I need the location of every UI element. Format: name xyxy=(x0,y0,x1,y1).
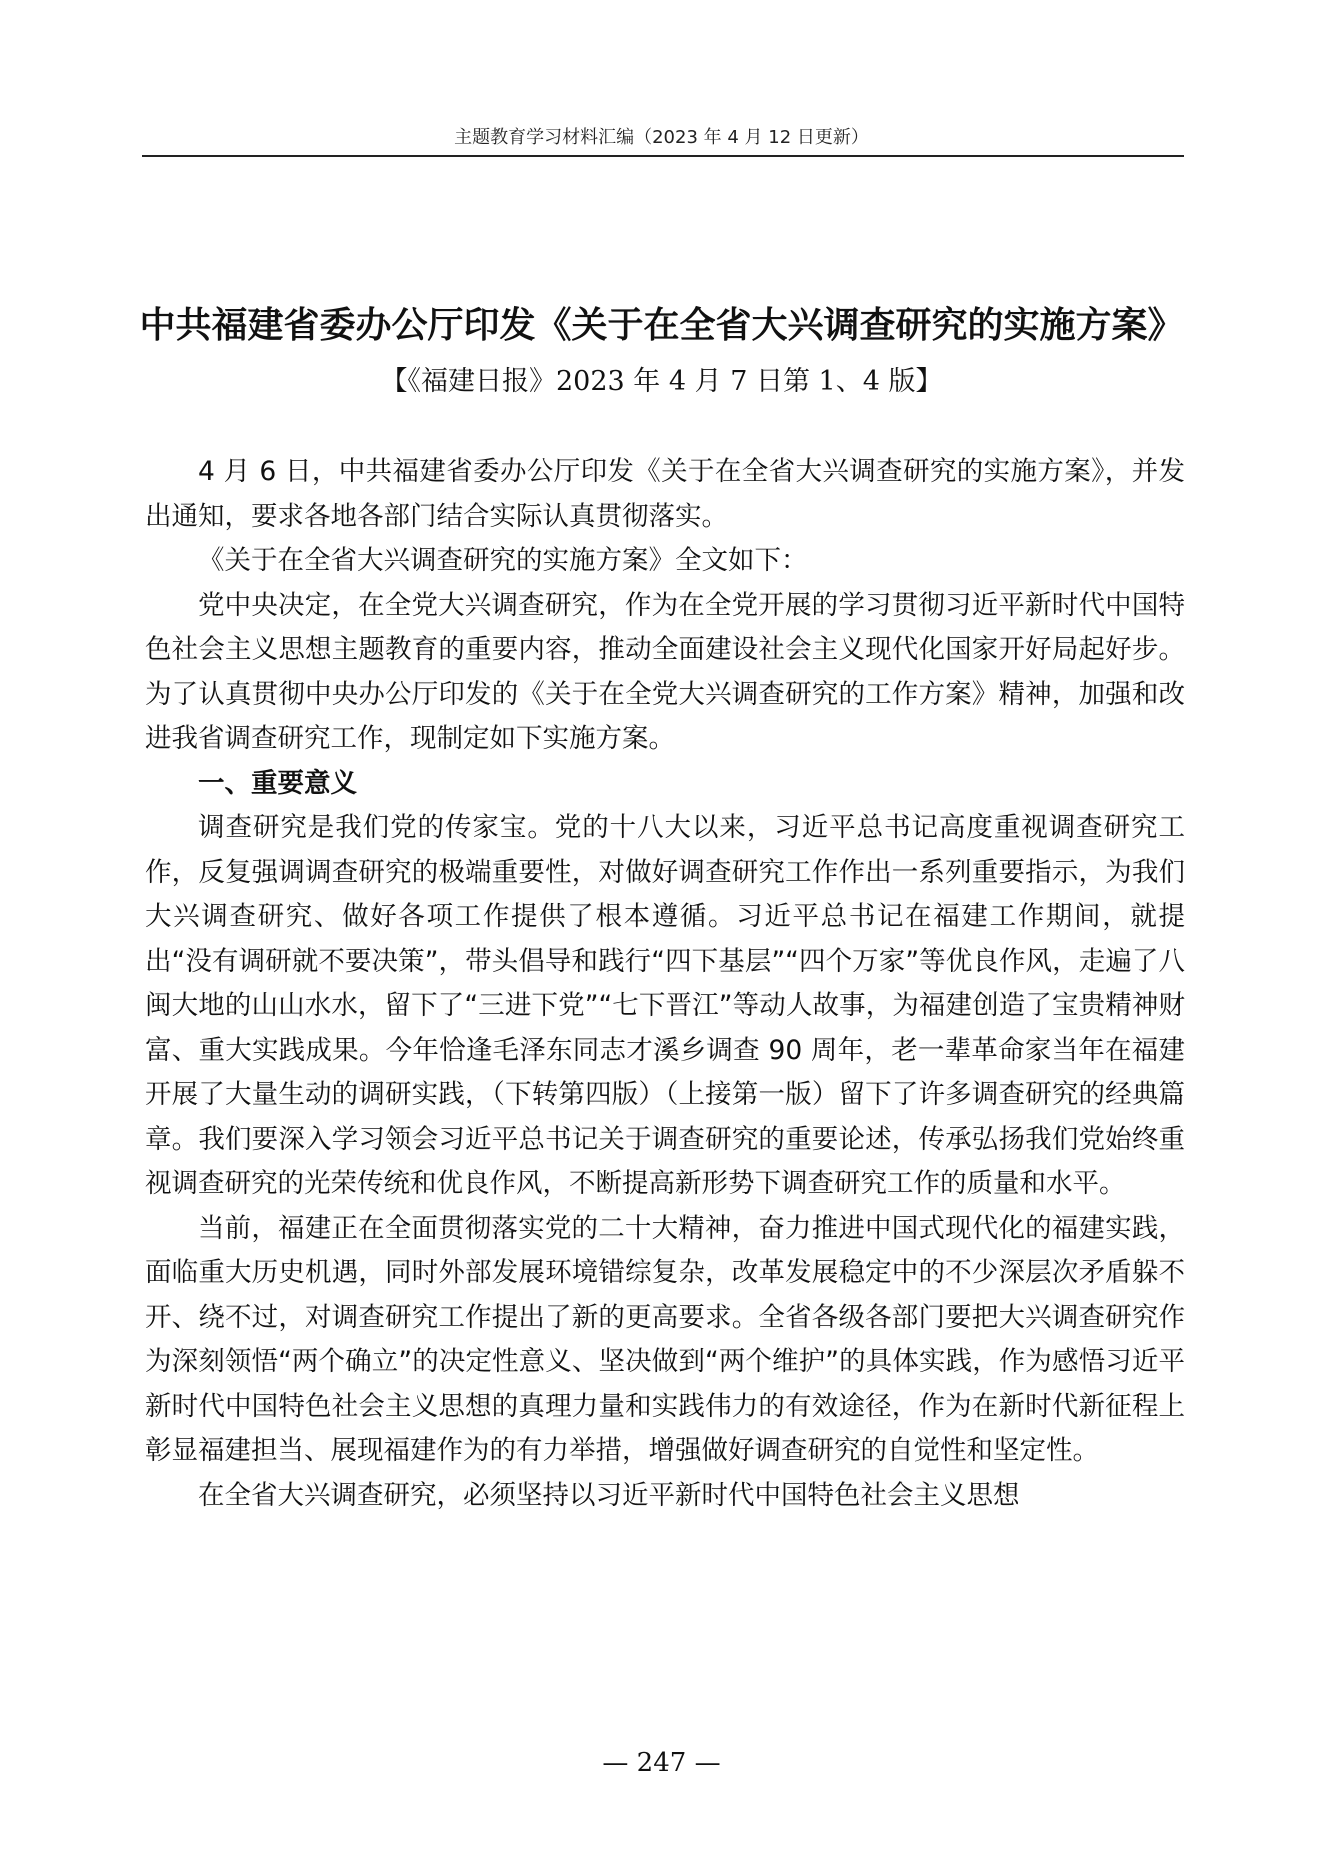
paragraph-importance-1: 调查研究是我们党的传家宝。党的十八大以来，习近平总书记高度重视调查研究工作，反复强调调查研究的极端重要性，对做好调查研究工作作出一系列重要指示，为我们大兴调查研究、做好各项工作提供了根本遵循。习近平总书记在福建工作期间，就提出“没有调研就不要决策”，带头倡导和践行“四下基层”“四个万家”等优良作风，走遍了八闽大地的山山水水，留下了“三进下党”“七下晋江”等动人故事，为福建创造了宝贵精神财富、重大实践成果。今年恰逢毛泽东同志才溪乡调查 90 周年，老一辈革命家当年在福建开展了大量生动的调研实践，（下转第四版）（上接第一版）留下了许多调查研究的经典篇章。我们要深入学习领会习近平总书记关于调查研究的重要论述，传承弘扬我们党始终重视调查研究的光荣传统和优良作风，不断提高新形势下调查研究工作的质量和水平。 xyxy=(145,812,1185,1199)
page-number: — 247 — xyxy=(602,1748,721,1778)
article-source: 【《福建日报》2023 年 4 月 7 日第 1、4 版】 xyxy=(380,366,943,397)
article-body xyxy=(145,450,1185,1518)
section-heading-importance: 一、重要意义 xyxy=(198,767,357,799)
running-header: 主题教育学习材料汇编（2023 年 4 月 12 日更新） xyxy=(454,127,869,148)
paragraph-importance-2: 当前，福建正在全面贯彻落实党的二十大精神，奋力推进中国式现代化的福建实践，面临重大历史机遇，同时外部发展环境错综复杂，改革发展稳定中的不少深层次矛盾躲不开、绕不过，对调查研究工作提出了新的更高要求。全省各级各部门要把大兴调查研究作为深刻领悟“两个确立”的决定性意义、坚决做到“两个维护”的具体实践，作为感悟习近平新时代中国特色社会主义思想的真理力量和实践伟力的有效途径，作为在新时代新征程上彰显福建担当、展现福建作为的有力举措，增强做好调查研究的自觉性和坚定性。 xyxy=(145,1212,1185,1466)
paragraph-fulltext-lead: 《关于在全省大兴调查研究的实施方案》全文如下： xyxy=(198,545,808,576)
header-rule xyxy=(142,155,1184,157)
paragraph-intro: 4 月 6 日，中共福建省委办公厅印发《关于在全省大兴调查研究的实施方案》，并发出通知，要求各地各部门结合实际认真贯彻落实。 xyxy=(145,456,1185,532)
article-title: 中共福建省委办公厅印发《关于在全省大兴调查研究的实施方案》 xyxy=(139,304,1184,346)
paragraph-importance-3: 在全省大兴调查研究，必须坚持以习近平新时代中国特色社会主义思想 xyxy=(198,1479,1020,1511)
paragraph-preamble: 党中央决定，在全党大兴调查研究，作为在全党开展的学习贯彻习近平新时代中国特色社会主义思想主题教育的重要内容，推动全面建设社会主义现代化国家开好局起好步。为了认真贯彻中央办公厅印发的《关于在全党大兴调查研究的工作方案》精神，加强和改进我省调查研究工作，现制定如下实施方案。 xyxy=(145,589,1185,754)
